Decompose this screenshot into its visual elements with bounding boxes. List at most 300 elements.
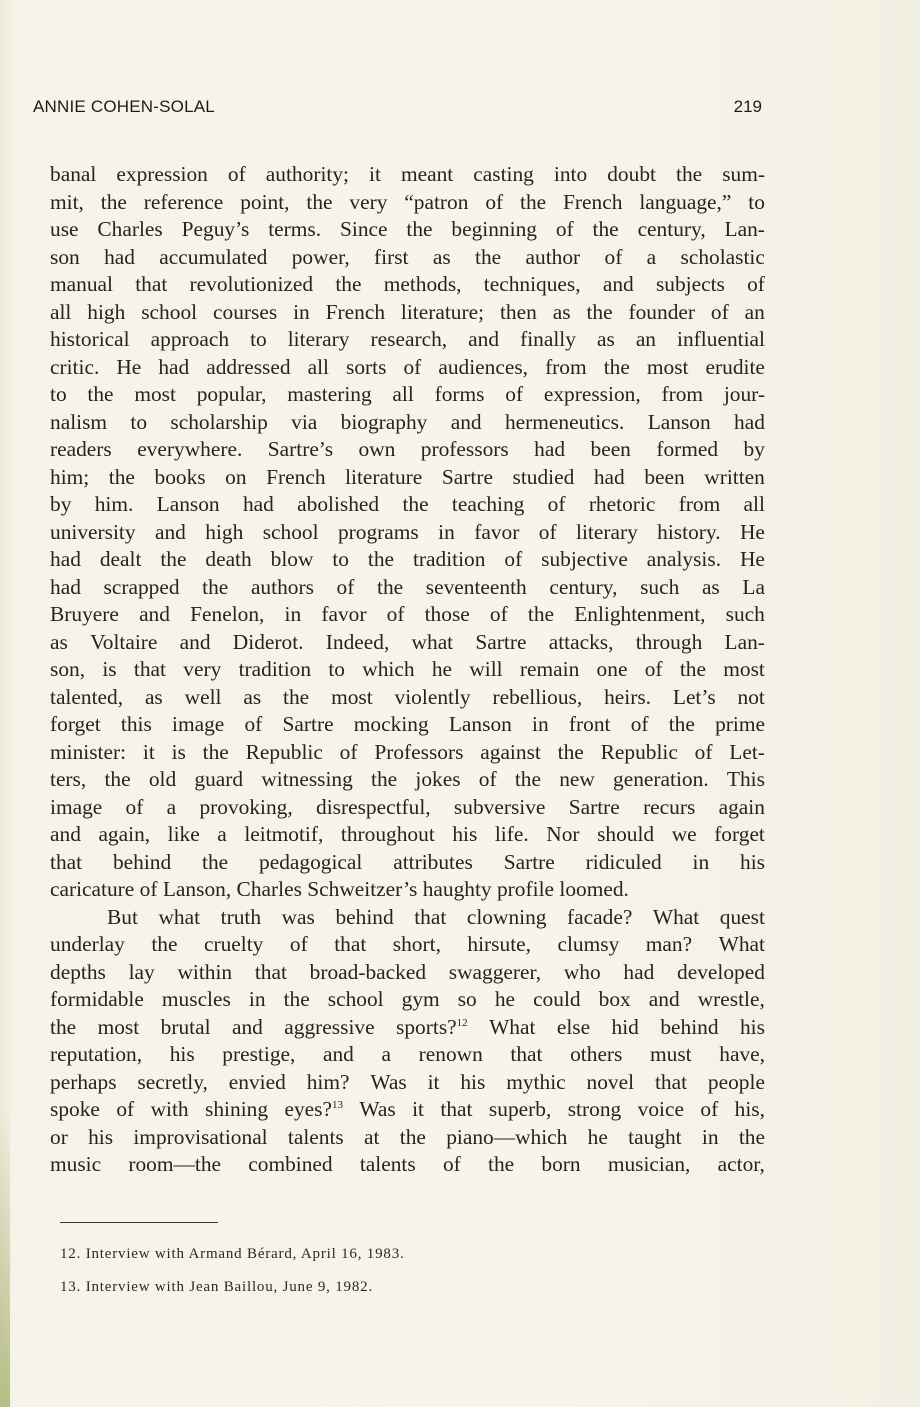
word: doubt	[607, 162, 656, 186]
word: Charles	[236, 877, 302, 901]
word: witnessing	[261, 767, 353, 791]
text-line	[50, 876, 765, 904]
word: is	[171, 739, 186, 764]
text-line	[50, 1096, 765, 1124]
word: in	[248, 987, 266, 1011]
word: and	[139, 602, 170, 626]
word: use	[50, 217, 79, 241]
word: Lanson	[448, 712, 512, 736]
text-line	[50, 1151, 765, 1179]
text-line	[50, 821, 765, 849]
word: cruelty	[203, 932, 264, 956]
word: the	[202, 739, 229, 764]
word: prestige,	[222, 1042, 296, 1066]
word: Voltaire	[90, 629, 158, 654]
word: those	[424, 602, 470, 626]
text-line	[50, 711, 765, 739]
word: he	[587, 1124, 608, 1149]
word: such	[725, 602, 765, 626]
word: critic.	[50, 354, 100, 379]
word: rebellious,	[492, 684, 583, 709]
word: developed	[677, 959, 765, 984]
word: influential	[677, 327, 765, 351]
word: brutal	[160, 1014, 211, 1039]
word: “patron	[404, 189, 469, 214]
word: combined	[248, 1152, 333, 1176]
word: gym	[401, 987, 440, 1011]
word: one	[596, 657, 628, 681]
word: of	[555, 217, 574, 241]
text-line	[50, 436, 765, 464]
word: this	[120, 712, 152, 736]
text-line	[50, 244, 765, 272]
word: Sartre	[568, 794, 620, 819]
word: again	[718, 794, 765, 819]
word: provoking,	[199, 794, 293, 819]
word: power,	[291, 244, 350, 269]
word: new	[559, 767, 595, 791]
text-line	[50, 381, 765, 409]
word: in	[438, 519, 455, 544]
word: it	[427, 1069, 440, 1094]
word: the	[406, 217, 433, 241]
footnote-12: 12. Interview with Armand Bérard, April 16, 1983.	[60, 1246, 405, 1262]
word: beginning	[451, 217, 537, 241]
word: sorts	[346, 354, 387, 379]
word: to	[250, 327, 267, 351]
word: disrespectful,	[316, 794, 431, 819]
word: again,	[98, 822, 151, 846]
word: that	[133, 657, 166, 681]
word: by	[50, 492, 72, 516]
word: of	[227, 162, 246, 186]
word: manual	[50, 272, 113, 296]
word: formidable	[50, 987, 144, 1011]
word: his	[740, 849, 765, 874]
word: renown	[418, 1042, 483, 1066]
word: it	[142, 739, 155, 764]
word: analysis.	[646, 547, 722, 571]
word: as	[144, 684, 163, 709]
word: it	[369, 162, 381, 186]
word: behind	[660, 1014, 719, 1039]
word: all	[743, 492, 765, 516]
body-text	[50, 161, 765, 1179]
word: at	[364, 1124, 380, 1149]
word: secretly,	[137, 1069, 208, 1094]
text-line	[50, 794, 765, 822]
word: But	[107, 904, 138, 929]
text-line	[50, 519, 765, 547]
word: improvisational	[133, 1124, 268, 1149]
word: swaggerer,	[448, 959, 542, 984]
word: written	[704, 464, 765, 489]
word: hermeneutics.	[504, 409, 625, 434]
word: Sartre	[503, 849, 555, 874]
word: shining	[205, 1097, 269, 1121]
word: what	[158, 904, 201, 929]
word: pedagogical	[259, 849, 363, 874]
text-line	[50, 849, 765, 877]
word: the	[514, 767, 541, 791]
word: must	[650, 1042, 692, 1066]
word: in	[284, 602, 302, 626]
word: he	[431, 657, 453, 681]
word: the	[202, 849, 229, 874]
word: man?	[645, 932, 693, 956]
word: courses	[213, 299, 278, 324]
word: perhaps	[50, 1069, 117, 1094]
word: He	[739, 547, 765, 571]
word: or	[50, 1124, 68, 1149]
word: was	[281, 904, 315, 929]
text-line	[50, 904, 765, 932]
word: within	[177, 959, 233, 984]
word: the	[557, 739, 584, 764]
footnote-divider	[60, 1222, 218, 1223]
word: techniques,	[483, 272, 581, 296]
word: He	[116, 354, 142, 379]
word: seventeenth	[425, 574, 527, 599]
word: and	[602, 272, 634, 296]
word: else	[556, 1014, 591, 1039]
word: facade?	[567, 904, 633, 929]
word: of	[710, 299, 729, 324]
word: in	[701, 1124, 719, 1149]
word: his	[739, 1014, 765, 1039]
word: into	[553, 162, 588, 186]
word: haughty	[422, 877, 492, 901]
word: which	[362, 657, 415, 681]
text-line	[50, 574, 765, 602]
word: all	[50, 299, 72, 324]
text-line	[50, 959, 765, 987]
text-line	[50, 684, 765, 712]
text-line	[50, 1124, 765, 1152]
word: the	[399, 1124, 426, 1149]
word: old	[148, 767, 177, 791]
text-line	[50, 1041, 765, 1069]
word: erudite	[705, 354, 765, 379]
word: been	[644, 464, 685, 489]
text-line	[50, 739, 765, 767]
word: the	[283, 987, 310, 1011]
word: the	[108, 464, 135, 489]
word: from	[661, 382, 704, 406]
word: and	[231, 1014, 263, 1039]
text-line	[50, 464, 765, 492]
word: of	[289, 932, 308, 956]
word: music	[50, 1152, 102, 1176]
text-line	[50, 409, 765, 437]
word: life.	[494, 822, 529, 846]
word: approach	[150, 327, 230, 351]
word: Sartre’s	[267, 437, 334, 461]
word: of	[403, 354, 422, 379]
word: the	[586, 299, 613, 324]
text-line	[50, 629, 765, 657]
word: research,	[370, 327, 448, 351]
word: the	[668, 712, 695, 736]
word: of	[336, 574, 355, 599]
text-line	[50, 1069, 765, 1097]
word: a	[217, 822, 227, 846]
word: high	[87, 299, 126, 324]
word: century,	[637, 217, 706, 241]
word: son,	[50, 657, 86, 681]
word: Charles	[97, 217, 163, 241]
word: French	[266, 464, 326, 489]
footnote-13: 13. Interview with Jean Baillou, June 9, 1982.	[60, 1279, 374, 1295]
word: French	[325, 299, 386, 324]
text-line	[50, 354, 765, 382]
word: as	[243, 684, 262, 709]
word: a	[646, 244, 657, 269]
word: will	[469, 657, 503, 681]
word: methods,	[383, 272, 462, 296]
word: Nor	[546, 822, 580, 846]
word: talented,	[50, 684, 124, 709]
word: room—the	[128, 1152, 222, 1176]
word: via	[291, 409, 318, 434]
word: He	[739, 519, 765, 544]
word: the	[676, 162, 703, 186]
word: Was	[359, 1097, 396, 1121]
word: that	[654, 1069, 688, 1094]
word: meant	[400, 162, 454, 186]
word: not	[737, 684, 765, 709]
word: of	[505, 382, 524, 406]
word: that	[254, 959, 287, 984]
text-line	[50, 189, 765, 217]
word: of	[547, 492, 566, 516]
word: had	[104, 244, 135, 269]
word: history.	[657, 519, 721, 544]
word: dealt	[99, 547, 142, 571]
word: is	[102, 657, 117, 681]
word: the	[377, 574, 404, 599]
word: expression	[116, 162, 208, 186]
word: heirs.	[604, 684, 651, 709]
running-header	[33, 97, 762, 121]
word: front	[568, 712, 611, 736]
word: books	[154, 464, 206, 489]
word: violently	[394, 684, 471, 709]
word: first	[374, 244, 409, 269]
word: subjects	[655, 272, 725, 296]
word: had	[50, 547, 81, 571]
word: strong	[567, 1097, 622, 1121]
word: subjective	[541, 547, 628, 571]
word: and	[468, 327, 500, 351]
word: finally	[520, 327, 576, 351]
word: all	[392, 382, 414, 406]
footnote-reference: 13	[331, 1099, 343, 1111]
word: behind	[335, 904, 394, 929]
word: tradition	[238, 657, 312, 681]
word: to	[50, 382, 67, 406]
word: literary	[287, 327, 350, 351]
word: mastering	[287, 382, 372, 406]
word: Lanson,	[162, 877, 232, 901]
word: language,”	[639, 189, 732, 214]
word: Fenelon,	[190, 602, 265, 626]
word: audiences,	[438, 354, 529, 379]
word: spoke	[50, 1097, 100, 1121]
word: reference	[143, 189, 224, 214]
word: taught	[628, 1124, 682, 1149]
page-number: 219	[733, 97, 762, 116]
word: most	[646, 354, 689, 379]
word: image	[50, 794, 103, 819]
word: that	[414, 904, 447, 929]
word: talents	[287, 1124, 344, 1149]
word: had	[623, 959, 655, 984]
word: Enlightenment,	[574, 602, 706, 626]
text-line	[50, 986, 765, 1014]
word: that	[440, 1097, 473, 1121]
word: he	[494, 987, 516, 1011]
word: minister:	[50, 739, 127, 764]
word: What	[489, 1014, 536, 1039]
word: the	[475, 244, 502, 269]
word: Lan-	[724, 629, 765, 654]
word: truth	[220, 904, 262, 929]
text-line	[50, 299, 765, 327]
word: superb,	[488, 1097, 552, 1121]
word: Professors	[374, 739, 464, 764]
word: most	[723, 657, 765, 681]
word: his	[460, 1069, 486, 1094]
text-line	[50, 216, 765, 244]
word: had	[534, 437, 566, 461]
word: Was	[370, 1069, 407, 1094]
word: had	[158, 354, 190, 379]
word: high	[205, 519, 244, 544]
word: had	[242, 492, 274, 516]
word: had	[50, 574, 81, 599]
word: voice	[637, 1097, 684, 1121]
word: a	[166, 794, 177, 819]
word: attributes	[393, 849, 473, 874]
word: readers	[50, 437, 112, 461]
word: as	[432, 244, 451, 269]
word: authority;	[265, 162, 349, 186]
word: of	[339, 739, 358, 764]
word: and	[450, 409, 482, 434]
word: most	[331, 684, 373, 709]
text-line	[50, 326, 765, 354]
word: literary	[576, 519, 638, 544]
word: school	[141, 299, 198, 324]
word: Sartre	[475, 629, 527, 654]
word: the	[100, 189, 127, 214]
word: guard	[194, 767, 244, 791]
word: clowning	[466, 904, 547, 929]
word: the	[50, 1014, 77, 1039]
word: popular,	[196, 382, 267, 406]
word: hid	[611, 1014, 639, 1039]
word: his,	[734, 1097, 765, 1121]
text-line	[50, 546, 765, 574]
word: piano—which	[446, 1124, 568, 1149]
word: in	[293, 299, 310, 324]
word: his	[169, 1042, 195, 1066]
word: born	[541, 1152, 581, 1176]
word: teaching	[451, 492, 525, 516]
word: in	[532, 712, 549, 736]
word: a	[381, 1042, 391, 1066]
word: generation.	[613, 767, 709, 791]
word: musician,	[607, 1152, 691, 1176]
word: as	[552, 299, 571, 324]
word: his	[452, 822, 478, 846]
word: of	[538, 519, 557, 544]
word: novel	[586, 1069, 635, 1094]
word: and	[322, 1042, 354, 1066]
word: rhetoric	[588, 492, 656, 516]
word: professors	[420, 437, 509, 461]
word: from	[678, 492, 721, 516]
word: the	[151, 932, 178, 956]
word: as	[701, 574, 720, 599]
word: favor	[321, 602, 367, 626]
word: that	[334, 932, 367, 956]
word: him.	[94, 492, 134, 516]
word: prime	[715, 712, 765, 736]
word: of	[504, 547, 523, 571]
word: the	[520, 189, 547, 214]
word: to	[748, 189, 765, 214]
word: the	[306, 189, 333, 214]
word: caricature	[50, 877, 135, 901]
text-line	[50, 656, 765, 684]
word: we	[671, 822, 697, 846]
word: and	[648, 987, 680, 1011]
word: tradition	[412, 547, 486, 571]
word: short,	[392, 932, 441, 956]
word: so	[457, 987, 477, 1011]
word: others	[570, 1042, 623, 1066]
word: leitmotif,	[244, 822, 324, 846]
word: the	[738, 1124, 765, 1149]
word: to	[332, 547, 349, 571]
word: jokes	[415, 767, 461, 791]
word: as	[50, 629, 68, 654]
word: throughout	[340, 822, 435, 846]
word: the	[371, 767, 398, 791]
word: the	[592, 217, 619, 241]
word: Lanson	[156, 492, 220, 516]
text-line	[50, 931, 765, 959]
word: Schweitzer’s	[307, 877, 418, 901]
word: subversive	[453, 794, 546, 819]
word: and	[179, 629, 211, 654]
word: historical	[50, 327, 130, 351]
word: of	[747, 272, 765, 296]
footnotes	[60, 1238, 760, 1304]
word: eyes?$^{13}$	[284, 1097, 343, 1121]
word: behind	[112, 849, 172, 874]
word: from	[545, 354, 587, 379]
word: people	[707, 1069, 765, 1094]
word: his	[88, 1124, 114, 1149]
word: ridiculed	[585, 849, 662, 874]
word: recurs	[643, 794, 696, 819]
word: own	[358, 437, 396, 461]
word: of	[694, 739, 713, 764]
word: revolutionized	[189, 272, 314, 296]
